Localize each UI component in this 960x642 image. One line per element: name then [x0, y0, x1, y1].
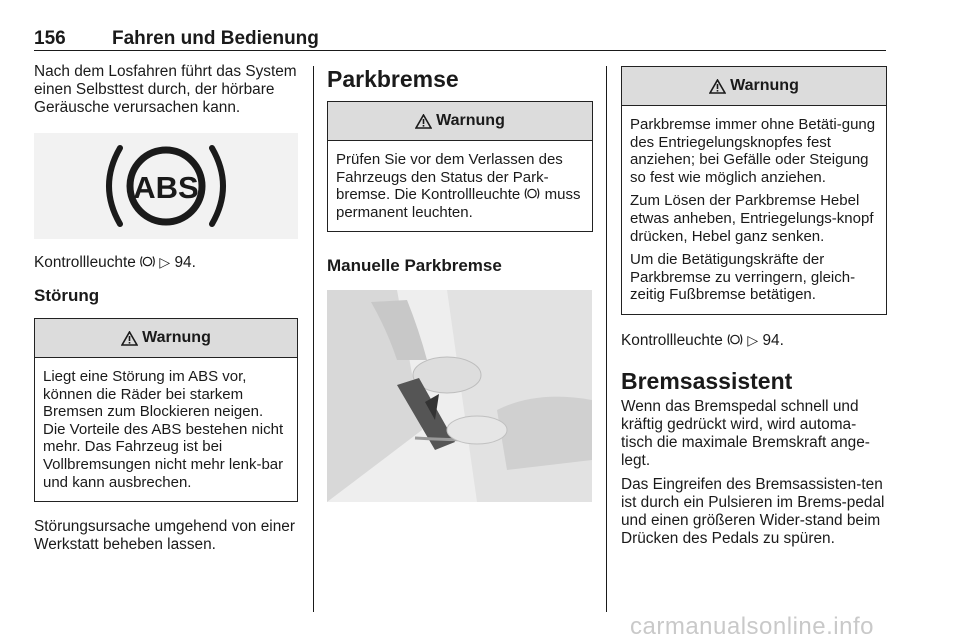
column-3: [621, 63, 887, 548]
parking-brake-photo: [327, 290, 592, 502]
warning-title: Warnung: [436, 112, 505, 129]
brake-indicator-icon: [727, 333, 743, 346]
reference-arrow-icon: ▷: [159, 254, 171, 270]
paragraph: Das Eingreifen des Bremsassisten-ten ist durch ein Pulsieren im Brems-pedal und einen größeren Wider-stand beim Drücken des Pedals zu spüren.: [621, 475, 885, 547]
warning-paragraph-1: Parkbremse immer ohne Betäti-gung des Entriegelungsknopfes fest anziehen; bei Gefälle oder Steigung so fest wie möglich anziehen.: [630, 116, 876, 186]
brake-indicator-icon: [524, 187, 540, 200]
chapter-title: Fahren und Bedienung: [112, 28, 319, 49]
warning-box: [34, 318, 298, 502]
footer-paragraph: Störungsursache umgehend von einer Werkstatt beheben lassen.: [34, 518, 295, 554]
page-reference: 94.: [174, 254, 196, 271]
page-reference: 94.: [762, 331, 784, 349]
warning-text: [336, 151, 584, 221]
column-1: [34, 63, 298, 554]
section-subheading: Störung: [34, 286, 100, 305]
column-divider-2: [606, 66, 607, 612]
column-divider-1: [313, 66, 314, 612]
warning-box: [621, 66, 887, 315]
warning-title: Warnung: [730, 77, 799, 94]
abs-figure: [34, 133, 298, 239]
page-header: [34, 28, 886, 52]
warning-paragraph-2: Zum Lösen der Parkbremse Hebel etwas anheben, Entriegelungs-knopf drücken, Hebel ganz senken.: [630, 192, 874, 245]
warning-triangle-icon: [709, 79, 726, 94]
section-heading: Parkbremse: [327, 66, 459, 92]
warning-triangle-icon: [415, 114, 432, 129]
abs-small-icon: [140, 255, 155, 268]
warning-body: [35, 358, 297, 501]
abs-figure-text: ABS: [133, 170, 199, 205]
warning-text-part-1: Prüfen Sie vor dem Verlassen des Fahrzeugs den Status der Park-bremse. Die Kontrollleuchte: [336, 151, 563, 204]
warning-body: [328, 141, 592, 231]
warning-text-part-2: muss permanent leuchten.: [336, 186, 581, 221]
warning-title: Warnung: [142, 329, 211, 346]
indicator-label: Kontrollleuchte: [621, 331, 723, 349]
parking-brake-illustration: [327, 290, 592, 502]
section-subheading: Manuelle Parkbremse: [327, 256, 502, 276]
warning-header: [35, 319, 297, 358]
header-rule: [34, 50, 886, 51]
warning-text: Liegt eine Störung im ABS vor, können die Räder bei starkem Bremsen zum Blockieren neigen. Die Vorteile des ABS bestehen nicht mehr. Das Fahrzeug ist bei Vollbremsungen nicht mehr lenk-bar und kann ausbrechen.: [43, 368, 284, 491]
warning-paragraph-3: Um die Betätigungskräfte der Parkbremse zu verringern, gleich-zeitig Fußbremse betätigen.: [630, 251, 856, 304]
brake-indicator-line: [621, 331, 887, 350]
warning-header: [328, 102, 592, 141]
warning-header: [622, 67, 886, 106]
page-number: 156: [34, 28, 66, 49]
abs-indicator-line: [34, 253, 298, 272]
warning-triangle-icon: [121, 331, 138, 346]
indicator-label: Kontrollleuchte: [34, 254, 136, 271]
reference-arrow-icon: ▷: [747, 331, 759, 348]
watermark: carmanualsonline.info: [630, 613, 874, 640]
warning-body: [622, 106, 886, 314]
section-heading: Bremsassistent: [621, 367, 793, 394]
paragraph: Wenn das Bremspedal schnell und kräftig gedrückt wird, wird automa-tisch die maximale Bremskraft ange-legt.: [621, 397, 870, 469]
abs-indicator-icon: [96, 140, 236, 232]
column-2: [327, 63, 593, 502]
intro-paragraph: Nach dem Losfahren führt das System einen Selbsttest durch, der hörbare Geräusche verursachen kann.: [34, 63, 297, 116]
warning-box: [327, 101, 593, 232]
